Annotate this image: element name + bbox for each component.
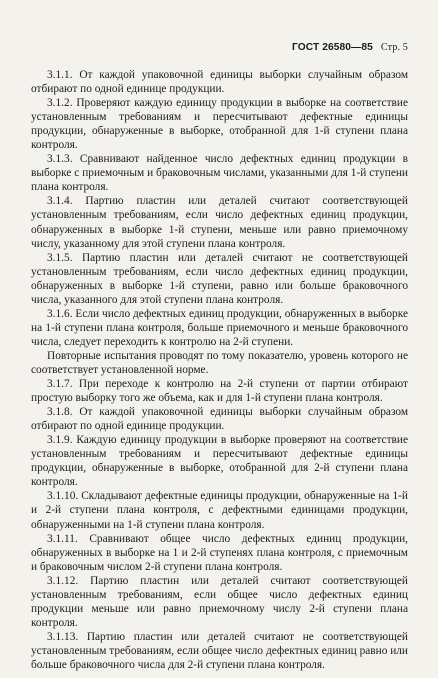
- paragraph-3-1-11: 3.1.11. Сравнивают общее число дефектных единиц продукции, обнаруженных в выборке на 1 и 2-й ступенях плана контроля, с приемочным и браковочным числом 2-й ступени плана контроля.: [31, 532, 408, 573]
- paragraph-3-1-3: 3.1.3. Сравнивают найденное число дефектных единиц продукции в выборке с приемочным и браковочным числами, указанными для 1-й ступени плана контроля.: [31, 153, 408, 194]
- paragraph-3-1-10: 3.1.10. Складывают дефектные единицы продукции, обнаруженные на 1-й и 2-й ступени плана контроля, с дефектными единицами продукции, обнаруженными на 1-й ступени плана контроля.: [31, 490, 408, 531]
- document-body: [31, 68, 408, 672]
- page-number: Стр. 5: [380, 42, 408, 53]
- paragraph-3-1-7: 3.1.7. При переходе к контролю на 2-й ступени от партии отбирают простую выборку того же объема, как и для 1-й ступени плана контроля.: [31, 378, 408, 405]
- paragraph-3-1-5: 3.1.5. Партию пластин или деталей считают не соответствующей установленным требованиям, если число дефектных единиц продукции, обнаруженных в выборке 1-й ступени, равно или больше браковочного числа, указанного для этой ступени плана контроля.: [31, 251, 408, 306]
- paragraph-3-1-4: 3.1.4. Партию пластин или деталей считают соответствующей установленным требованиям, если число дефектных единиц продукции, обнаруженных в выборке 1-й ступени, меньше или равно приемочному числу, указанному для этой ступени плана контроля.: [31, 195, 408, 250]
- page-header: [292, 42, 408, 53]
- standard-number: ГОСТ 26580—85: [292, 42, 373, 53]
- paragraph-3-1-12: 3.1.12. Партию пластин или деталей считают соответствующей установленным требованиям, если общее число дефектных единиц продукции меньше или равно приемочному числу 2-й ступени плана контроля.: [31, 574, 408, 629]
- paragraph-3-1-9: 3.1.9. Каждую единицу продукции в выборке проверяют на соответствие установленным требованиям и пересчитывают дефектные единицы продукции, обнаруженные в выборке, отобранной для 2-й ступени плана контроля.: [31, 434, 408, 489]
- paragraph-3-1-6: 3.1.6. Если число дефектных единиц продукции, обнаруженных в выборке на 1-й ступени плана контроля, больше приемочного и меньше браковочного числа, следует переходить к контролю на 2-й ступени.: [31, 307, 408, 348]
- paragraph-3-1-1: 3.1.1. От каждой упаковочной единицы выборки случайным образом отбирают по одной единице продукции.: [31, 69, 408, 96]
- paragraph-3-1-13: 3.1.13. Партию пластин или деталей считают не соответствующей установленным требованиям, если общее число дефектных единиц равно или больше браковочного числа для 2-й ступени плана контроля.: [31, 630, 409, 671]
- paragraph-retest-note: Повторные испытания проводят по тому показателю, уровень которого не соответствует установленной норме.: [31, 349, 408, 376]
- paragraph-3-1-8: 3.1.8. От каждой упаковочной единицы выборки случайным образом отбирают по одной единице продукции.: [31, 406, 408, 433]
- paragraph-3-1-2: 3.1.2. Проверяют каждую единицу продукции в выборке на соответствие установленным требованиям и пересчитывают дефектные единицы продукции, обнаруженные в выборке, отобранной для 1-й ступени плана контроля.: [31, 97, 408, 152]
